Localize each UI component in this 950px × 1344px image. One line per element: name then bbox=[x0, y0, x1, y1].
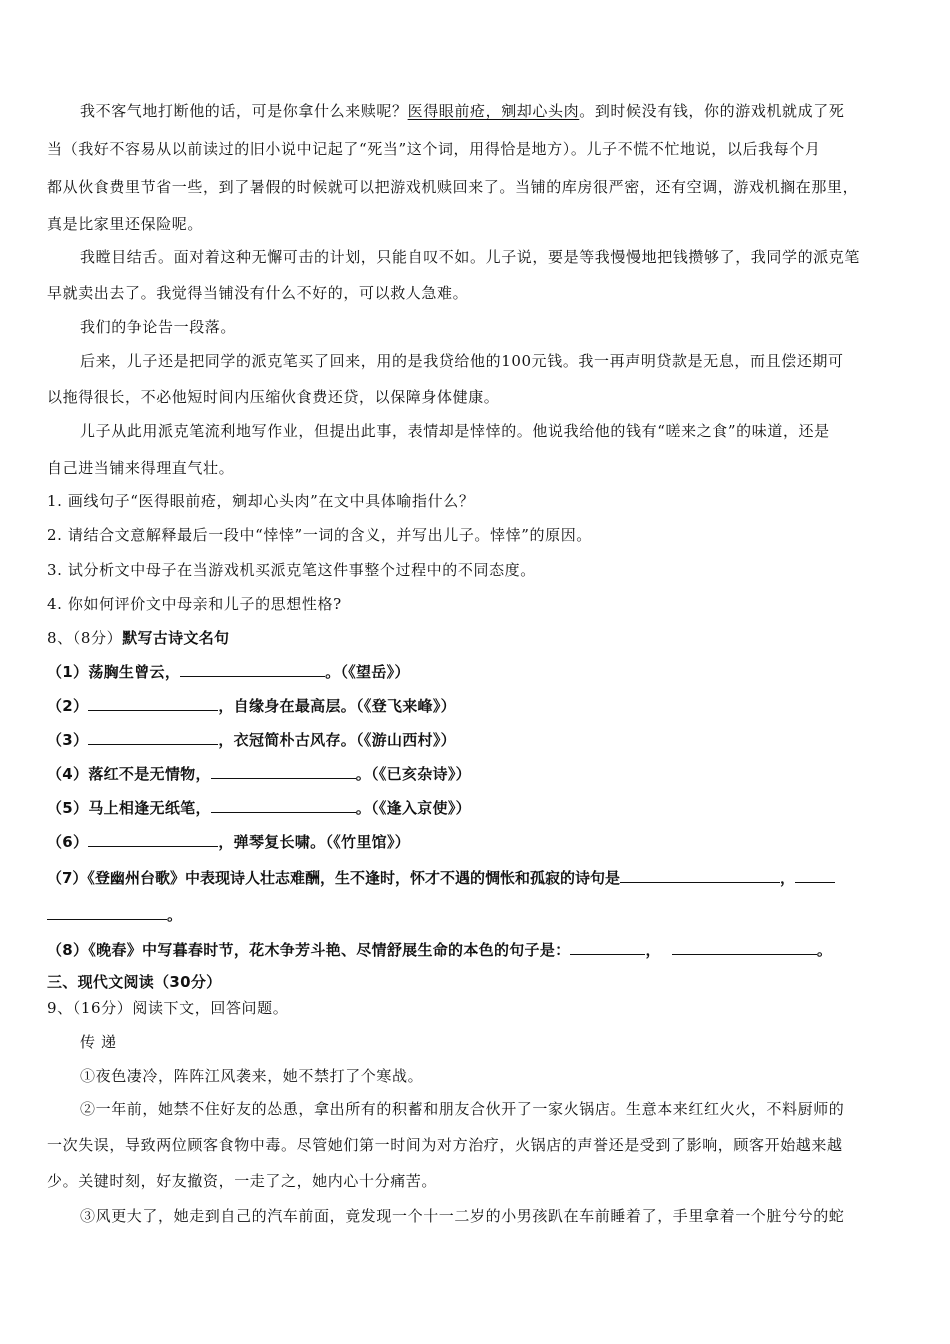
paragraph-line: 早就卖出去了。我觉得当铺没有什么不好的，可以救人急难。 bbox=[47, 284, 469, 302]
question-number: 8、（8分） bbox=[47, 629, 123, 647]
item-text: （7）《登幽州台歌》中表现诗人壮志难酬，生不逢时，怀才不遇的惆怅和孤寂的诗句是 bbox=[47, 869, 620, 887]
item-text: （8）《晚春》中写暮春时节，花木争芳斗艳、尽情舒展生命的本色的句子是： bbox=[47, 941, 571, 959]
item-text: ，衣冠简朴古风存。（《游山西村》） bbox=[218, 731, 456, 749]
answer-blank[interactable] bbox=[47, 905, 167, 920]
question-heading bbox=[47, 628, 905, 648]
fill-item-4 bbox=[47, 764, 905, 784]
paragraph-line: 后来，儿子还是把同学的派克笔买了回来，用的是我贷给他的100元钱。我一再声明贷款是无息，而且偿还期可 bbox=[80, 352, 844, 370]
fill-item-3 bbox=[47, 730, 905, 750]
fill-item-7-cont bbox=[47, 905, 905, 925]
question-item: 1. 画线句子“医得眼前疮，剜却心头肉”在文中具体喻指什么？ bbox=[47, 492, 475, 510]
item-text: 。（《已亥杂诗》） bbox=[355, 765, 471, 783]
text-run: 。到时候没有钱，你的游戏机就成了死 bbox=[579, 102, 845, 120]
item-text: 。 bbox=[167, 906, 183, 924]
answer-blank[interactable] bbox=[672, 940, 817, 955]
fill-item-7 bbox=[47, 868, 905, 888]
paragraph-line: ①夜色凄冷，阵阵江风袭来，她不禁打了个寒战。 bbox=[80, 1067, 424, 1085]
item-text: （5）马上相逢无纸笔， bbox=[47, 799, 211, 817]
paragraph-line: 一次失误，导致两位顾客食物中毒。尽管她们第一时间为对方治疗，火锅店的声誉还是受到了影响，顾客开始越来越 bbox=[47, 1136, 843, 1154]
item-text: 。（《逢入京使》） bbox=[355, 799, 471, 817]
answer-blank[interactable] bbox=[620, 868, 780, 883]
item-text: 。（《望岳》） bbox=[325, 663, 410, 681]
paragraph-line: 真是比家里还保险呢。 bbox=[47, 215, 204, 233]
answer-blank[interactable] bbox=[88, 832, 218, 847]
question-item: 2. 请结合文意解释最后一段中“悻悻”一词的含义，并写出儿子。悻悻”的原因。 bbox=[47, 526, 592, 544]
item-text: ， bbox=[779, 869, 795, 887]
paragraph-line bbox=[80, 101, 905, 121]
item-text: ，自缘身在最高层。（《登飞来峰》） bbox=[218, 697, 456, 715]
answer-blank[interactable] bbox=[180, 662, 325, 677]
paragraph-line: ③风更大了，她走到自己的汽车前面，竟发现一个十一二岁的小男孩趴在车前睡着了，手里拿着一个脏兮兮的蛇 bbox=[80, 1207, 845, 1225]
paragraph-line: 我们的争论告一段落。 bbox=[80, 318, 237, 336]
text-run: 我不客气地打断他的话，可是你拿什么来赎呢？ bbox=[80, 102, 408, 120]
item-text: （2） bbox=[47, 697, 89, 715]
item-text: 。 bbox=[816, 941, 833, 959]
answer-blank[interactable] bbox=[88, 696, 218, 711]
underlined-sentence: 医得眼前疮，剜却心头肉 bbox=[407, 102, 580, 120]
answer-blank[interactable] bbox=[795, 868, 835, 883]
fill-item-8 bbox=[47, 940, 905, 960]
question-number: 9、（16分） bbox=[47, 999, 133, 1017]
item-text: （1）荡胸生曾云， bbox=[47, 663, 181, 681]
paragraph-line: 自己进当铺来得理直气壮。 bbox=[47, 459, 235, 477]
paragraph-line: ②一年前，她禁不住好友的怂恿，拿出所有的积蓄和朋友合伙开了一家火锅店。生意本来红红火火，不料厨师的 bbox=[80, 1100, 845, 1118]
section-heading: 三、现代文阅读（30分） bbox=[47, 973, 222, 991]
fill-item-2 bbox=[47, 696, 905, 716]
paragraph-line: 都从伙食费里节省一些，到了暑假的时候就可以把游戏机赎回来了。当铺的库房很严密，还有空调，游戏机搁在那里， bbox=[47, 178, 859, 196]
answer-blank[interactable] bbox=[570, 940, 645, 955]
answer-blank[interactable] bbox=[88, 730, 218, 745]
item-text: ，弹琴复长啸。（《竹里馆》） bbox=[218, 833, 411, 851]
fill-item-6 bbox=[47, 832, 905, 852]
question-item: 4. 你如何评价文中母亲和儿子的思想性格? bbox=[47, 595, 342, 613]
item-text: （3） bbox=[47, 731, 89, 749]
question-item: 3. 试分析文中母子在当游戏机买派克笔这件事整个过程中的不同态度。 bbox=[47, 561, 536, 579]
question-heading bbox=[47, 998, 905, 1018]
fill-item-1 bbox=[47, 662, 905, 682]
essay-title: 传 递 bbox=[80, 1033, 117, 1051]
paragraph-line: 儿子从此用派克笔流利地写作业，但提出此事，表情却是悻悻的。他说我给他的钱有“嗟来之食”的味道，还是 bbox=[80, 422, 830, 440]
paragraph-line: 以拖得很长，不必他短时间内压缩伙食费还贷，以保障身体健康。 bbox=[47, 388, 500, 406]
answer-blank[interactable] bbox=[211, 764, 356, 779]
paragraph-line: 我瞠目结舌。面对着这种无懈可击的计划，只能自叹不如。儿子说，要是等我慢慢地把钱攒够了，我同学的派克笔 bbox=[80, 248, 861, 266]
paragraph-line: 少。关键时刻，好友撤资，一走了之，她内心十分痛苦。 bbox=[47, 1172, 438, 1190]
item-text: ， bbox=[645, 941, 661, 959]
question-title: 默写古诗文名句 bbox=[122, 629, 230, 647]
paragraph-line: 当（我好不容易从以前读过的旧小说中记起了“死当”这个词，用得恰是地方）。儿子不慌不忙地说，以后我每个月 bbox=[47, 140, 821, 158]
answer-blank[interactable] bbox=[211, 798, 356, 813]
question-title: 阅读下文，回答问题。 bbox=[132, 999, 289, 1017]
fill-item-5 bbox=[47, 798, 905, 818]
item-text: （4）落红不是无情物， bbox=[47, 765, 211, 783]
item-text: （6） bbox=[47, 833, 89, 851]
